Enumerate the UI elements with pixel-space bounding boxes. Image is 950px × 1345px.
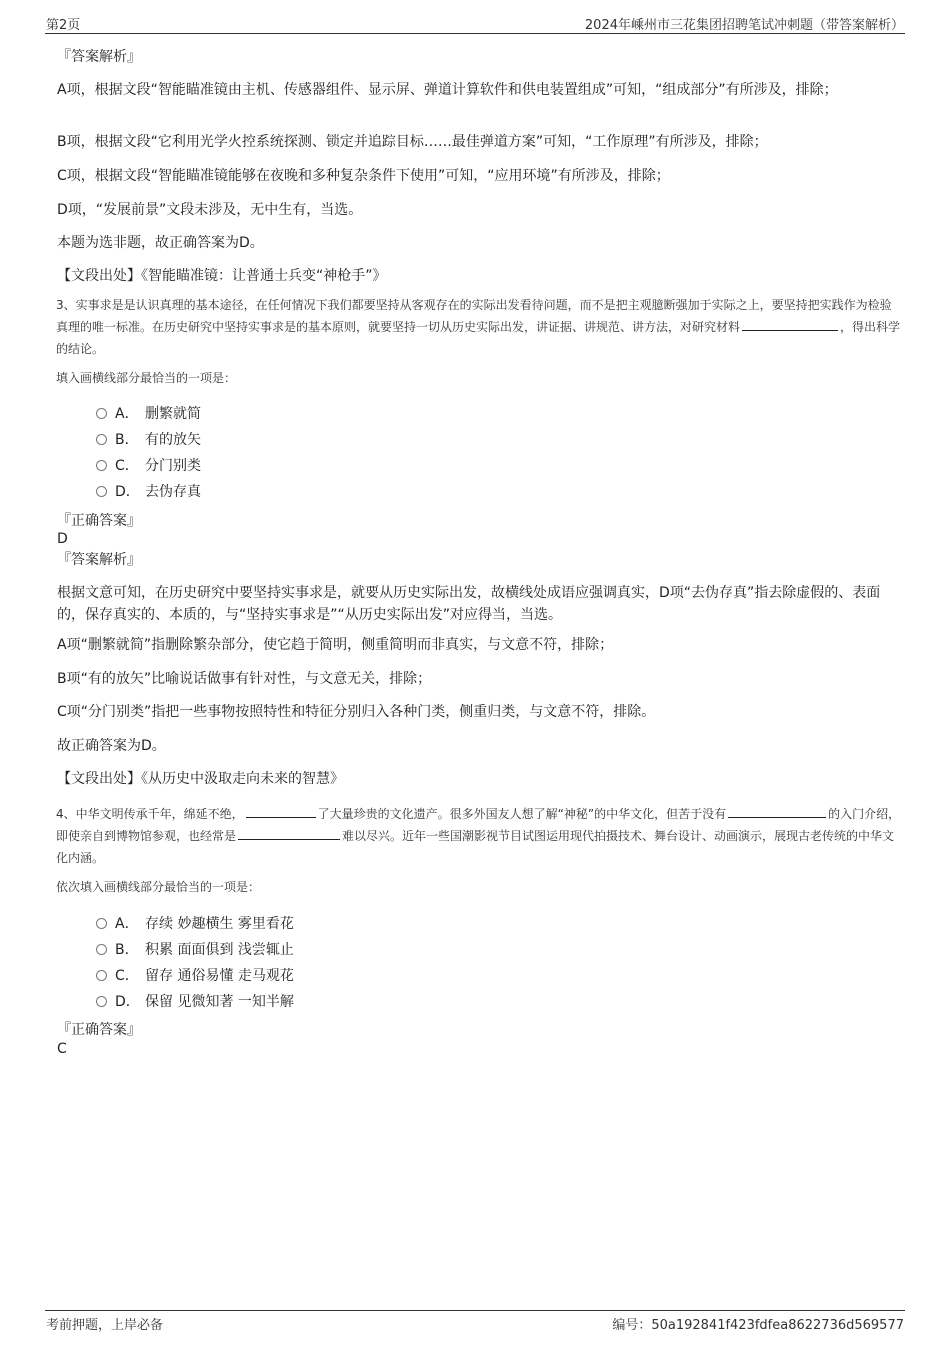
q3-prompt: 填入画横线部分最恰当的一项是： [56, 371, 237, 385]
q3-option-b[interactable]: B． 有的放矢 [96, 431, 201, 449]
q3-answer-heading: 『正确答案』 [57, 513, 141, 529]
radio-icon[interactable] [96, 944, 107, 955]
q3-analysis-a: A项“删繁就简”指删除繁杂部分，使它趋于简明，侧重简明而非真实，与文意不符，排除； [57, 637, 614, 653]
q4-blank-2 [728, 804, 826, 818]
q3-blank [742, 317, 838, 331]
q2-analysis-heading: 『答案解析』 [57, 49, 141, 65]
q3-text-after: ，得出科学的结论。 [56, 320, 901, 356]
q4-option-d[interactable]: D． 保留 见微知著 一知半解 [96, 993, 294, 1011]
document-title: 2024年嵊州市三花集团招聘笔试冲刺题（带答案解析） [584, 18, 904, 33]
q4-prompt: 依次填入画横线部分最恰当的一项是： [56, 880, 261, 894]
q4-option-c[interactable]: C． 留存 通俗易懂 走马观花 [96, 967, 294, 985]
footer-divider [45, 1310, 905, 1311]
q2-source: 【文段出处】《智能瞄准镜：让普通士兵变“神枪手”》 [57, 268, 387, 284]
q3-analysis-c: C项“分门别类”指把一些事物按照特性和特征分别归入各种门类，侧重归类，与文意不符，排除。 [57, 704, 656, 720]
q4-option-b[interactable]: B． 积累 面面俱到 浅尝辄止 [96, 941, 294, 959]
footer-document-id: 编号：50a192841f423fdfea8622736d569577 [612, 1318, 904, 1333]
page-number: 第2页 [46, 18, 81, 33]
q2-analysis-c: C项，根据文段“智能瞄准镜能够在夜晚和多种复杂条件下使用”可知，“应用环境”有所涉及，排除； [57, 168, 670, 184]
q2-analysis-d: D项，“发展前景”文段未涉及，无中生有，当选。 [57, 202, 363, 218]
header-divider [45, 33, 905, 34]
q3-source: 【文段出处】《从历史中汲取走向未来的智慧》 [57, 771, 344, 787]
q3-analysis-heading: 『答案解析』 [57, 552, 141, 568]
radio-icon[interactable] [96, 434, 107, 445]
q4-blank-3 [238, 826, 340, 840]
q3-option-c[interactable]: C． 分门别类 [96, 457, 201, 475]
q4-option-a[interactable]: A． 存续 妙趣横生 雾里看花 [96, 915, 294, 933]
q3-analysis-b: B项“有的放矢”比喻说话做事有针对性，与文意无关，排除； [57, 671, 432, 687]
radio-icon[interactable] [96, 996, 107, 1007]
radio-icon[interactable] [96, 486, 107, 497]
q3-conclusion: 故正确答案为D。 [57, 738, 166, 754]
radio-icon[interactable] [96, 460, 107, 471]
radio-icon[interactable] [96, 408, 107, 419]
q3-analysis-main: 根据文意可知，在历史研究中要坚持实事求是，就要从历史实际出发，故横线处成语应强调真实，D项“去伪存真”指去除虚假的、表面的，保存真实的、本质的，与“坚持实事求是”“从历史实际出发”对应得当，当选。 [57, 585, 881, 623]
q3-question-text [56, 294, 902, 360]
q4-blank-1 [246, 804, 316, 818]
q3-option-d[interactable]: D． 去伪存真 [96, 483, 201, 501]
q4-answer: C [57, 1041, 67, 1057]
q2-conclusion: 本题为选非题，故正确答案为D。 [57, 235, 264, 251]
q3-answer: D [57, 531, 68, 547]
q2-analysis-b: B项，根据文段“它利用光学火控系统探测、锁定并追踪目标……最佳弹道方案”可知，“工作原理”有所涉及，排除； [57, 134, 768, 150]
q3-option-a[interactable]: A． 删繁就简 [96, 405, 201, 423]
radio-icon[interactable] [96, 970, 107, 981]
q3-text-before: 3、实事求是是认识真理的基本途径，在任何情况下我们都要坚持从客观存在的实际出发看待问题，而不是把主观臆断强加于实际之上，要坚持把实践作为检验真理的唯一标准。在历史研究中坚持实事求是的基本原则，就要坚持一切从历史实际出发，讲证据、讲规范、讲方法，对研究材料 [56, 298, 892, 334]
q4-question-text: 4、中华文明传承千年，绵延不绝， 了大量珍贵的文化遗产。很多外国友人想了解“神秘”的中华文化，但苦于没有 的入门介绍，即使亲自到博物馆参观，也经常是 难以尽兴。近年一些国潮影视节目试图运用现代拍摄技术、舞台设计、动画演示，展现古老传统的中华文化内涵。 [56, 803, 902, 869]
radio-icon[interactable] [96, 918, 107, 929]
footer-slogan: 考前押题，上岸必备 [46, 1318, 164, 1333]
q4-answer-heading: 『正确答案』 [57, 1022, 141, 1038]
q2-analysis-a: A项，根据文段“智能瞄准镜由主机、传感器组件、显示屏、弹道计算软件和供电装置组成”可知，“组成部分”有所涉及，排除； [57, 82, 838, 98]
